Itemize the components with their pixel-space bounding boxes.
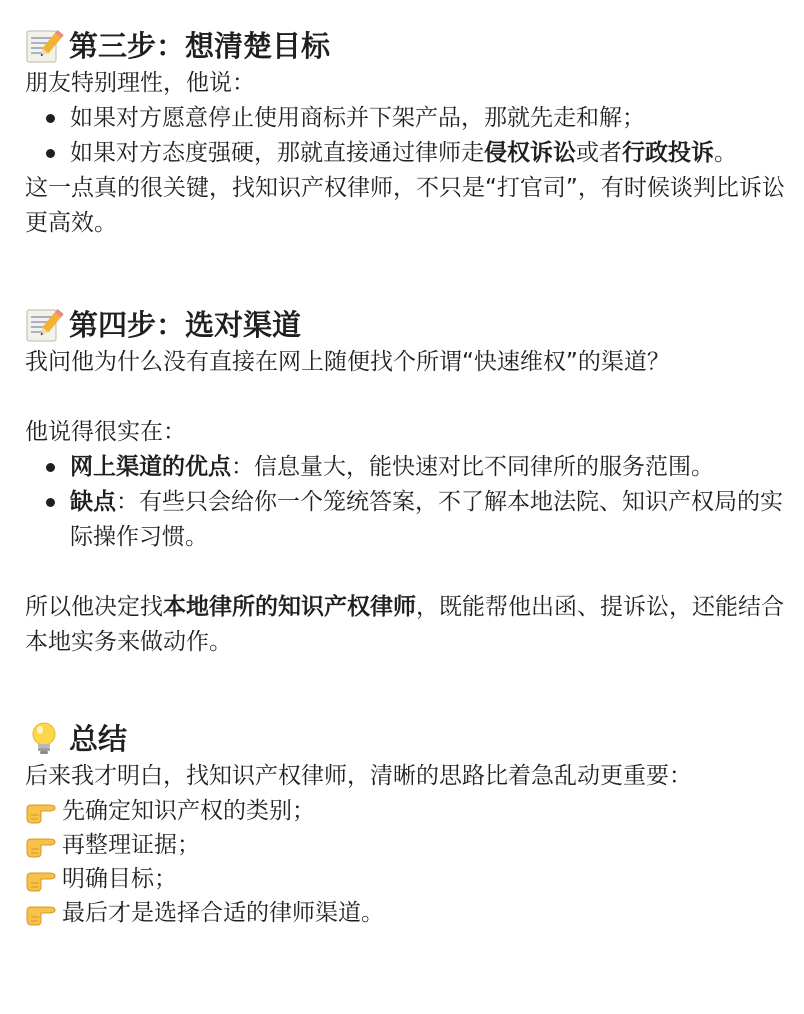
step3-heading	[25, 26, 785, 66]
step4-title: 第四步：选对渠道	[69, 308, 302, 342]
decision-pre: 所以他决定找	[25, 594, 163, 620]
pointing-hand-icon	[25, 831, 61, 859]
step3-bullet-list	[25, 101, 785, 171]
summary-points	[25, 794, 785, 930]
decision-post: ，既能帮他出函、提诉讼，还能结合本地实务来做动作。	[25, 594, 784, 655]
summary-point	[25, 828, 785, 862]
lawsuit-term: 侵权诉讼	[484, 140, 576, 166]
summary-point	[25, 896, 785, 930]
summary-heading	[25, 719, 785, 759]
step4-heading	[25, 305, 785, 345]
step3-bullet2-end: 。	[714, 140, 737, 166]
step4-section	[25, 305, 785, 660]
spacer	[25, 380, 785, 415]
step3-bullet2-or: 或者	[576, 140, 622, 166]
step3-closing: 这一点真的很关键，找知识产权律师，不只是“打官司”，有时候谈判比诉讼更高效。	[25, 175, 785, 236]
memo-icon	[25, 28, 65, 64]
pros-text: ：信息量大，能快速对比不同律所的服务范围。	[231, 454, 714, 480]
step4-question: 我问他为什么没有直接在网上随便找个所谓“快速维权”的渠道？	[25, 349, 670, 375]
step4-bullet-list	[25, 450, 785, 555]
summary-point-text: 最后才是选择合适的律师渠道。	[62, 900, 384, 926]
summary-intro: 后来我才明白，找知识产权律师，清晰的思路比着急乱动更重要：	[25, 763, 692, 789]
step3-section	[25, 26, 785, 241]
summary-point	[25, 794, 785, 828]
step3-bullet1-text: 如果对方愿意停止使用商标并下架产品，那就先走和解；	[70, 105, 645, 131]
summary-title: 总结	[69, 722, 128, 756]
memo-icon	[25, 307, 65, 343]
step3-intro: 朋友特别理性，他说：	[25, 70, 255, 96]
summary-point-text: 再整理证据；	[62, 832, 200, 858]
pointing-hand-icon	[25, 899, 61, 927]
spacer	[25, 555, 785, 590]
step3-bullet-item	[25, 136, 785, 171]
summary-point-text: 明确目标；	[62, 866, 177, 892]
pros-item	[25, 450, 785, 485]
cons-label: 缺点	[70, 489, 116, 515]
summary-section	[25, 719, 785, 930]
pointing-hand-icon	[25, 865, 61, 893]
summary-point	[25, 862, 785, 896]
cons-item	[25, 485, 785, 555]
summary-point-text: 先确定知识产权的类别；	[62, 798, 315, 824]
step3-bullet2-text: 如果对方态度强硬，那就直接通过律师走	[70, 140, 484, 166]
decision-bold: 本地律所的知识产权律师	[163, 594, 416, 620]
cons-text: ：有些只会给你一个笼统答案，不了解本地法院、知识产权局的实际操作习惯。	[70, 489, 783, 550]
pointing-hand-icon	[25, 797, 61, 825]
step4-answer-intro: 他说得很实在：	[25, 419, 186, 445]
step4-decision	[25, 590, 785, 660]
lightbulb-icon	[25, 721, 65, 757]
pros-label: 网上渠道的优点	[70, 454, 231, 480]
step3-title: 第三步：想清楚目标	[69, 29, 331, 63]
step3-bullet-item	[25, 101, 785, 136]
admin-complaint-term: 行政投诉	[622, 140, 714, 166]
